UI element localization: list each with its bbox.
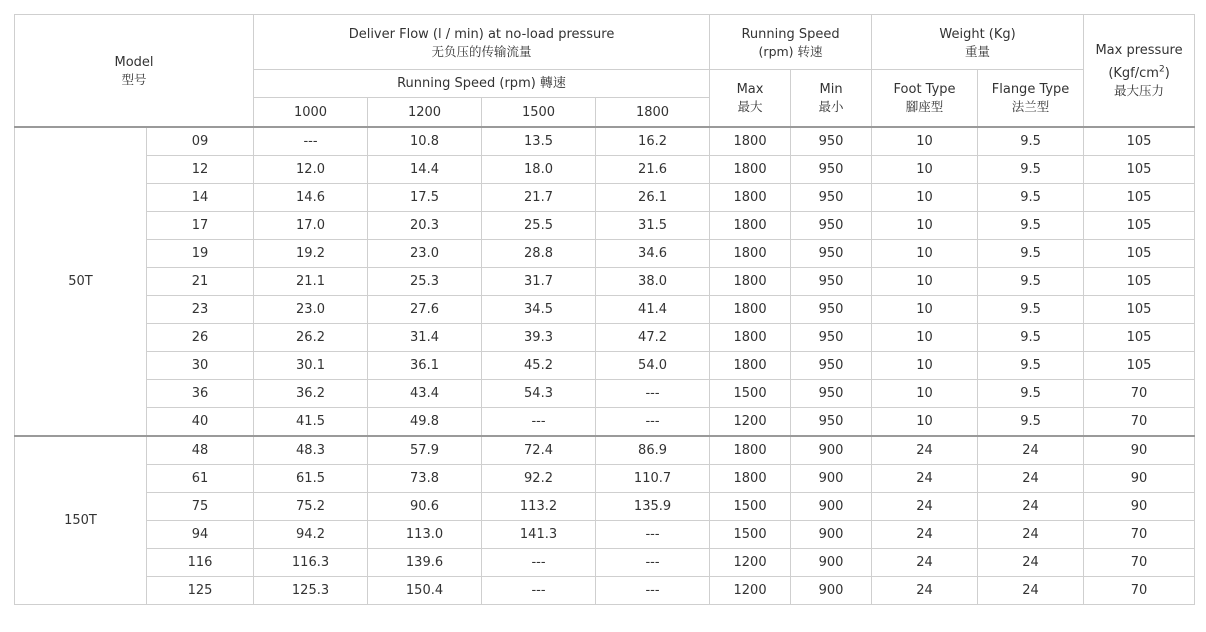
weight-flange-cell: 9.5: [978, 268, 1084, 296]
max-pressure-cell: 105: [1084, 240, 1195, 268]
max-pressure-cell: 70: [1084, 380, 1195, 408]
table-row: [15, 240, 1195, 268]
header-running-speed-unit: (rpm) 转速: [758, 44, 823, 59]
speed-min-cell: 900: [791, 465, 872, 493]
flow-1200-cell: 27.6: [368, 296, 482, 324]
spec-table-container: [14, 14, 1195, 605]
flow-1500-cell: 113.2: [482, 493, 596, 521]
weight-foot-cell: 10: [872, 380, 978, 408]
max-pressure-cell: 105: [1084, 184, 1195, 212]
speed-max-cell: 1200: [710, 549, 791, 577]
speed-max-cell: 1800: [710, 240, 791, 268]
header-flange-type: [978, 70, 1084, 128]
weight-foot-cell: 24: [872, 493, 978, 521]
flow-1500-cell: 45.2: [482, 352, 596, 380]
flow-1200-cell: 90.6: [368, 493, 482, 521]
speed-min-cell: 950: [791, 380, 872, 408]
speed-max-cell: 1800: [710, 184, 791, 212]
header-foot-type-label: Foot Type: [893, 82, 956, 97]
header-max-label-cn: 最大: [737, 99, 763, 114]
header-deliver-flow-label-cn: 无负压的传输流量: [431, 44, 532, 59]
header-rpm-1800: 1800: [596, 98, 710, 128]
flow-1500-cell: 18.0: [482, 156, 596, 184]
max-pressure-cell: 105: [1084, 156, 1195, 184]
speed-max-cell: 1500: [710, 380, 791, 408]
max-pressure-cell: 105: [1084, 324, 1195, 352]
header-model: [15, 15, 254, 128]
weight-foot-cell: 24: [872, 436, 978, 465]
table-row: [15, 324, 1195, 352]
weight-flange-cell: 9.5: [978, 156, 1084, 184]
model-number-cell: 30: [147, 352, 254, 380]
table-row: [15, 493, 1195, 521]
weight-flange-cell: 24: [978, 436, 1084, 465]
speed-max-cell: 1200: [710, 577, 791, 605]
max-pressure-cell: 105: [1084, 212, 1195, 240]
table-row: [15, 549, 1195, 577]
flow-1500-cell: 25.5: [482, 212, 596, 240]
model-number-cell: 21: [147, 268, 254, 296]
flow-1000-cell: 26.2: [254, 324, 368, 352]
flow-1800-cell: ---: [596, 549, 710, 577]
weight-flange-cell: 9.5: [978, 380, 1084, 408]
weight-flange-cell: 9.5: [978, 240, 1084, 268]
speed-min-cell: 950: [791, 240, 872, 268]
header-running-speed-group: Running Speed (rpm) 轉速: [254, 70, 710, 98]
flow-1800-cell: 34.6: [596, 240, 710, 268]
table-row: [15, 408, 1195, 437]
flow-1200-cell: 23.0: [368, 240, 482, 268]
weight-foot-cell: 10: [872, 212, 978, 240]
flow-1000-cell: ---: [254, 127, 368, 156]
table-row: [15, 436, 1195, 465]
flow-1800-cell: 31.5: [596, 212, 710, 240]
header-rpm-1200: 1200: [368, 98, 482, 128]
flow-1200-cell: 31.4: [368, 324, 482, 352]
speed-min-cell: 950: [791, 212, 872, 240]
weight-foot-cell: 10: [872, 268, 978, 296]
header-model-label: Model: [114, 54, 154, 70]
header-foot-type: [872, 70, 978, 128]
weight-flange-cell: 24: [978, 549, 1084, 577]
flow-1800-cell: 54.0: [596, 352, 710, 380]
speed-max-cell: 1800: [710, 212, 791, 240]
flow-1000-cell: 30.1: [254, 352, 368, 380]
speed-max-cell: 1800: [710, 352, 791, 380]
header-min-label-cn: 最小: [818, 99, 844, 114]
flow-1800-cell: 26.1: [596, 184, 710, 212]
table-row: [15, 156, 1195, 184]
max-pressure-cell: 70: [1084, 408, 1195, 437]
flow-1200-cell: 43.4: [368, 380, 482, 408]
flow-1000-cell: 23.0: [254, 296, 368, 324]
flow-1500-cell: 31.7: [482, 268, 596, 296]
model-group-cell: 150T: [15, 436, 147, 605]
weight-flange-cell: 24: [978, 521, 1084, 549]
table-row: [15, 127, 1195, 156]
flow-1200-cell: 139.6: [368, 549, 482, 577]
flow-1200-cell: 73.8: [368, 465, 482, 493]
speed-max-cell: 1800: [710, 436, 791, 465]
speed-max-cell: 1800: [710, 465, 791, 493]
speed-max-cell: 1200: [710, 408, 791, 437]
flow-1200-cell: 20.3: [368, 212, 482, 240]
flow-1800-cell: 21.6: [596, 156, 710, 184]
flow-1000-cell: 41.5: [254, 408, 368, 437]
flow-1800-cell: 38.0: [596, 268, 710, 296]
speed-min-cell: 950: [791, 352, 872, 380]
speed-max-cell: 1500: [710, 521, 791, 549]
flow-1200-cell: 150.4: [368, 577, 482, 605]
speed-min-cell: 950: [791, 296, 872, 324]
max-pressure-cell: 105: [1084, 268, 1195, 296]
weight-foot-cell: 10: [872, 184, 978, 212]
weight-foot-cell: 24: [872, 465, 978, 493]
weight-foot-cell: 10: [872, 296, 978, 324]
flow-1500-cell: 54.3: [482, 380, 596, 408]
model-number-cell: 17: [147, 212, 254, 240]
pump-spec-table: [14, 14, 1195, 605]
flow-1000-cell: 19.2: [254, 240, 368, 268]
flow-1000-cell: 94.2: [254, 521, 368, 549]
header-max-pressure-unit: $(Kgf/cm^2)$: [1108, 64, 1170, 81]
speed-max-cell: 1800: [710, 268, 791, 296]
header-max: [710, 70, 791, 128]
speed-max-cell: 1800: [710, 156, 791, 184]
weight-flange-cell: 24: [978, 465, 1084, 493]
weight-flange-cell: 9.5: [978, 408, 1084, 437]
flow-1200-cell: 10.8: [368, 127, 482, 156]
header-weight: [872, 15, 1084, 70]
flow-1200-cell: 113.0: [368, 521, 482, 549]
speed-min-cell: 950: [791, 408, 872, 437]
flow-1800-cell: ---: [596, 408, 710, 437]
header-min-label: Min: [819, 82, 843, 97]
weight-flange-cell: 9.5: [978, 127, 1084, 156]
flow-1000-cell: 36.2: [254, 380, 368, 408]
weight-flange-cell: 24: [978, 493, 1084, 521]
flow-1500-cell: 34.5: [482, 296, 596, 324]
header-max-pressure-label: Max pressure: [1095, 43, 1183, 58]
flow-1000-cell: 75.2: [254, 493, 368, 521]
flow-1500-cell: 72.4: [482, 436, 596, 465]
model-number-cell: 75: [147, 493, 254, 521]
weight-flange-cell: 9.5: [978, 212, 1084, 240]
flow-1000-cell: 12.0: [254, 156, 368, 184]
flow-1500-cell: 141.3: [482, 521, 596, 549]
weight-flange-cell: 9.5: [978, 184, 1084, 212]
flow-1200-cell: 17.5: [368, 184, 482, 212]
header-flange-type-label: Flange Type: [991, 82, 1070, 97]
weight-foot-cell: 10: [872, 352, 978, 380]
table-header: [15, 15, 1195, 128]
speed-max-cell: 1800: [710, 324, 791, 352]
max-pressure-cell: 70: [1084, 577, 1195, 605]
speed-max-cell: 1800: [710, 127, 791, 156]
header-rpm-1500: 1500: [482, 98, 596, 128]
header-max-label: Max: [736, 82, 764, 97]
weight-foot-cell: 24: [872, 521, 978, 549]
flow-1800-cell: 86.9: [596, 436, 710, 465]
speed-min-cell: 950: [791, 156, 872, 184]
model-number-cell: 40: [147, 408, 254, 437]
weight-foot-cell: 10: [872, 156, 978, 184]
flow-1800-cell: 41.4: [596, 296, 710, 324]
flow-1500-cell: 13.5: [482, 127, 596, 156]
table-row: [15, 268, 1195, 296]
max-pressure-cell: 90: [1084, 436, 1195, 465]
speed-min-cell: 950: [791, 268, 872, 296]
speed-min-cell: 900: [791, 436, 872, 465]
weight-flange-cell: 24: [978, 577, 1084, 605]
weight-foot-cell: 24: [872, 549, 978, 577]
header-weight-label-cn: 重量: [965, 44, 991, 59]
table-body: [15, 127, 1195, 605]
weight-flange-cell: 9.5: [978, 352, 1084, 380]
model-number-cell: 26: [147, 324, 254, 352]
max-pressure-cell: 105: [1084, 352, 1195, 380]
model-group-cell: 50T: [15, 127, 147, 436]
model-number-cell: 36: [147, 380, 254, 408]
flow-1800-cell: 16.2: [596, 127, 710, 156]
flow-1500-cell: ---: [482, 549, 596, 577]
table-row: [15, 577, 1195, 605]
header-model-label-cn: 型号: [121, 71, 147, 87]
model-number-cell: 19: [147, 240, 254, 268]
max-pressure-cell: 90: [1084, 493, 1195, 521]
flow-1200-cell: 36.1: [368, 352, 482, 380]
table-row: [15, 212, 1195, 240]
flow-1000-cell: 14.6: [254, 184, 368, 212]
header-running-speed: [710, 15, 872, 70]
flow-1800-cell: ---: [596, 577, 710, 605]
speed-min-cell: 900: [791, 493, 872, 521]
model-number-cell: 61: [147, 465, 254, 493]
flow-1500-cell: 28.8: [482, 240, 596, 268]
flow-1800-cell: 135.9: [596, 493, 710, 521]
flow-1200-cell: 14.4: [368, 156, 482, 184]
model-number-cell: 94: [147, 521, 254, 549]
flow-1000-cell: 125.3: [254, 577, 368, 605]
weight-flange-cell: 9.5: [978, 296, 1084, 324]
header-rpm-1000: 1000: [254, 98, 368, 128]
model-number-cell: 125: [147, 577, 254, 605]
header-max-pressure: [1084, 15, 1195, 128]
flow-1500-cell: 39.3: [482, 324, 596, 352]
speed-max-cell: 1500: [710, 493, 791, 521]
flow-1500-cell: 92.2: [482, 465, 596, 493]
weight-foot-cell: 10: [872, 240, 978, 268]
flow-1000-cell: 48.3: [254, 436, 368, 465]
header-running-speed-label: Running Speed: [741, 27, 840, 42]
speed-max-cell: 1800: [710, 296, 791, 324]
flow-1500-cell: ---: [482, 408, 596, 437]
flow-1800-cell: ---: [596, 380, 710, 408]
table-row: [15, 380, 1195, 408]
weight-foot-cell: 10: [872, 408, 978, 437]
speed-min-cell: 950: [791, 127, 872, 156]
speed-min-cell: 950: [791, 324, 872, 352]
flow-1800-cell: 47.2: [596, 324, 710, 352]
weight-foot-cell: 24: [872, 577, 978, 605]
flow-1200-cell: 25.3: [368, 268, 482, 296]
table-row: [15, 352, 1195, 380]
model-number-cell: 12: [147, 156, 254, 184]
header-weight-label: Weight (Kg): [939, 27, 1016, 42]
table-row: [15, 184, 1195, 212]
flow-1500-cell: ---: [482, 577, 596, 605]
flow-1200-cell: 57.9: [368, 436, 482, 465]
speed-min-cell: 900: [791, 577, 872, 605]
header-max-pressure-label-cn: 最大压力: [1114, 83, 1165, 98]
max-pressure-cell: 105: [1084, 127, 1195, 156]
model-number-cell: 23: [147, 296, 254, 324]
table-row: [15, 465, 1195, 493]
flow-1800-cell: 110.7: [596, 465, 710, 493]
model-number-cell: 116: [147, 549, 254, 577]
speed-min-cell: 900: [791, 549, 872, 577]
flow-1000-cell: 116.3: [254, 549, 368, 577]
model-number-cell: 14: [147, 184, 254, 212]
model-number-cell: 48: [147, 436, 254, 465]
weight-foot-cell: 10: [872, 127, 978, 156]
header-min: [791, 70, 872, 128]
max-pressure-cell: 70: [1084, 549, 1195, 577]
flow-1500-cell: 21.7: [482, 184, 596, 212]
table-row: [15, 521, 1195, 549]
flow-1800-cell: ---: [596, 521, 710, 549]
speed-min-cell: 900: [791, 521, 872, 549]
speed-min-cell: 950: [791, 184, 872, 212]
header-foot-type-label-cn: 腳座型: [905, 99, 944, 114]
weight-flange-cell: 9.5: [978, 324, 1084, 352]
max-pressure-cell: 70: [1084, 521, 1195, 549]
table-row: [15, 296, 1195, 324]
flow-1000-cell: 21.1: [254, 268, 368, 296]
flow-1200-cell: 49.8: [368, 408, 482, 437]
flow-1000-cell: 61.5: [254, 465, 368, 493]
header-deliver-flow-label: Deliver Flow (l / min) at no-load pressure: [348, 27, 615, 42]
max-pressure-cell: 105: [1084, 296, 1195, 324]
header-flange-type-label-cn: 法兰型: [1011, 99, 1050, 114]
weight-foot-cell: 10: [872, 324, 978, 352]
flow-1000-cell: 17.0: [254, 212, 368, 240]
max-pressure-cell: 90: [1084, 465, 1195, 493]
header-deliver-flow: [254, 15, 710, 70]
model-number-cell: 09: [147, 127, 254, 156]
